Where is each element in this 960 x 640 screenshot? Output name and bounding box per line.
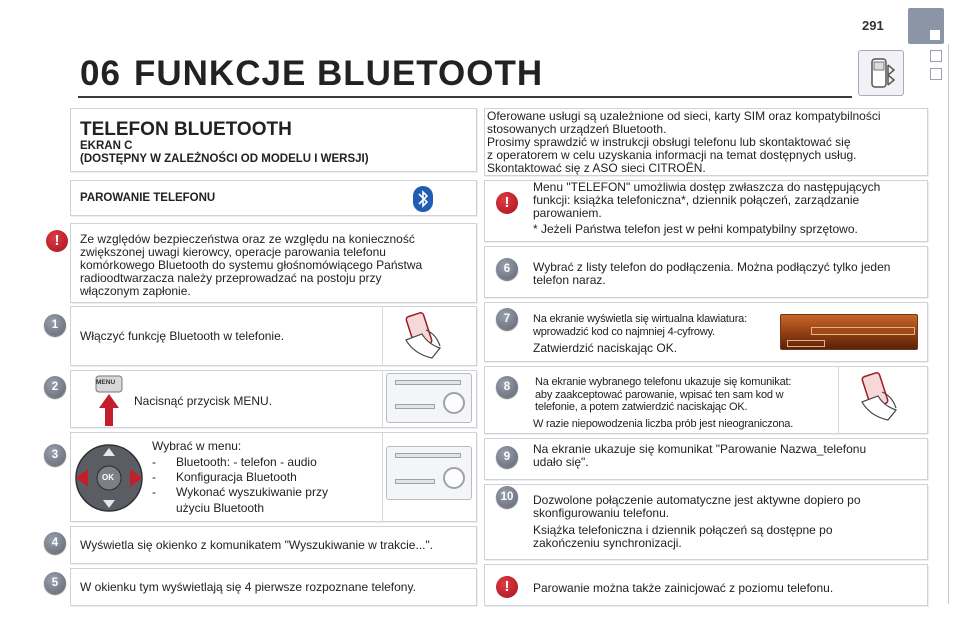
menu-item: - Bluetooth: - telefon - audio <box>152 455 372 470</box>
step-text: Dozwolone połączenie automatyczne jest aktywne dopiero po skonfigurowaniu telefonu. <box>533 493 861 520</box>
virtual-keyboard-icon <box>780 314 918 350</box>
radio-unit-icon <box>386 373 472 423</box>
chapter-title: FUNKCJE BLUETOOTH <box>134 54 544 93</box>
step-text: Włączyć funkcję Bluetooth w telefonie. <box>80 329 285 343</box>
step-note: W razie niepowodzenia liczba prób jest nieograniczona. <box>533 418 794 430</box>
step-badge: 4 <box>44 532 66 554</box>
subtitle-line: (DOSTĘPNY W ZALEŻNOŚCI OD MODELU I WERSJI) <box>80 153 369 165</box>
page-number: 291 <box>862 18 884 33</box>
radio-unit-icon <box>386 446 472 500</box>
info-text: Menu "TELEFON" umożliwia dostęp zwłaszcza do następujących funkcji: książka telefoniczna*, dziennik połączeń, zarządzanie parowaniem. <box>533 180 881 220</box>
step-badge: 2 <box>44 376 66 398</box>
subtitle-line: EKRAN C <box>80 140 133 152</box>
divider <box>382 432 383 522</box>
step-badge: 10 <box>496 486 518 508</box>
menu-key-label: MENU <box>96 379 116 386</box>
info-note: * Jeżeli Państwa telefon jest w pełni kompatybilny sprzętowo. <box>533 222 858 236</box>
warning-text: Parowanie można także zainicjować z poziomu telefonu. <box>533 581 834 595</box>
step-badge: 5 <box>44 572 66 594</box>
warning-badge: ! <box>46 230 68 252</box>
warning-text: Ze względów bezpieczeństwa oraz ze względu na konieczność zwiększonej uwagi kierowcy, operacje parowania telefonu komórkowego Bluetooth do systemu głośnomówiącego Państwa radioodtwarzacza należy przeprowadzać na postoju przy włączonym zapłonie. <box>80 232 423 298</box>
pairing-title: PAROWANIE TELEFONU <box>80 192 216 204</box>
hand-phone-icon <box>852 370 912 433</box>
menu-item: - Konfiguracja Bluetooth <box>152 470 372 485</box>
menu-list <box>152 455 372 500</box>
step-text: Na ekranie wyświetla się wirtualna klawiatura: wprowadzić kod co najmniej 4-cyfrowy. <box>533 313 747 338</box>
step-text: Wybrać w menu: <box>152 439 242 453</box>
step-text-more: Książka telefoniczna i dziennik połączeń są dostępne po zakończeniu synchronizacji. <box>533 523 833 550</box>
section-subtitle <box>80 140 369 166</box>
warning-badge: ! <box>496 192 518 214</box>
side-marker <box>930 50 942 62</box>
side-rule <box>948 44 949 604</box>
step-badge: 7 <box>496 308 518 330</box>
step-confirm: Zatwierdzić naciskając OK. <box>533 341 678 355</box>
phone-bluetooth-icon <box>858 50 904 96</box>
divider <box>382 370 383 428</box>
step-badge: 9 <box>496 446 518 468</box>
section-title: TELEFON BLUETOOTH <box>80 119 292 140</box>
step-badge: 8 <box>496 376 518 398</box>
step-badge: 1 <box>44 314 66 336</box>
chapter-number: 06 <box>80 54 121 93</box>
divider <box>382 306 383 366</box>
warning-badge: ! <box>496 576 518 598</box>
step-text: Na ekranie ukazuje się komunikat "Parowanie Nazwa_telefonu udało się". <box>533 442 867 469</box>
ok-key-label: OK <box>102 473 114 482</box>
step-text: Wyświetla się okienko z komunikatem "Wyszukiwanie w trakcie...". <box>80 538 434 552</box>
menu-item: - Wykonać wyszukiwanie przy <box>152 485 372 500</box>
step-text: Na ekranie wybranego telefonu ukazuje się komunikat: aby zaakceptować parowanie, wpisać ten sam kod w telefonie, a potem zatwierdzić naciskając OK. <box>535 376 792 413</box>
step-badge: 6 <box>496 258 518 280</box>
side-marker <box>930 68 942 80</box>
bluetooth-icon <box>413 186 433 212</box>
step-text: Nacisnąć przycisk MENU. <box>134 394 273 408</box>
divider <box>838 366 839 434</box>
hand-phone-icon <box>396 310 456 369</box>
menu-item-continued: użyciu Bluetooth <box>176 501 265 515</box>
corner-tab <box>908 8 944 44</box>
step-text: Wybrać z listy telefon do podłączenia. Można podłączyć tylko jeden telefon naraz. <box>533 260 891 287</box>
step-badge: 3 <box>44 444 66 466</box>
intro-text: Oferowane usługi są uzależnione od sieci, karty SIM oraz kompatybilności stosowanych urządzeń Bluetooth. Prosimy sprawdzić w instrukcji obsługi telefonu lub skontaktować się z operatorem w celu uzyskania informacji na temat dostępnych usług. Skontaktować się z ASO sieci CITROËN. <box>487 109 881 175</box>
header-rule <box>78 96 852 98</box>
step-text: W okienku tym wyświetlają się 4 pierwsze rozpoznane telefony. <box>80 580 416 594</box>
